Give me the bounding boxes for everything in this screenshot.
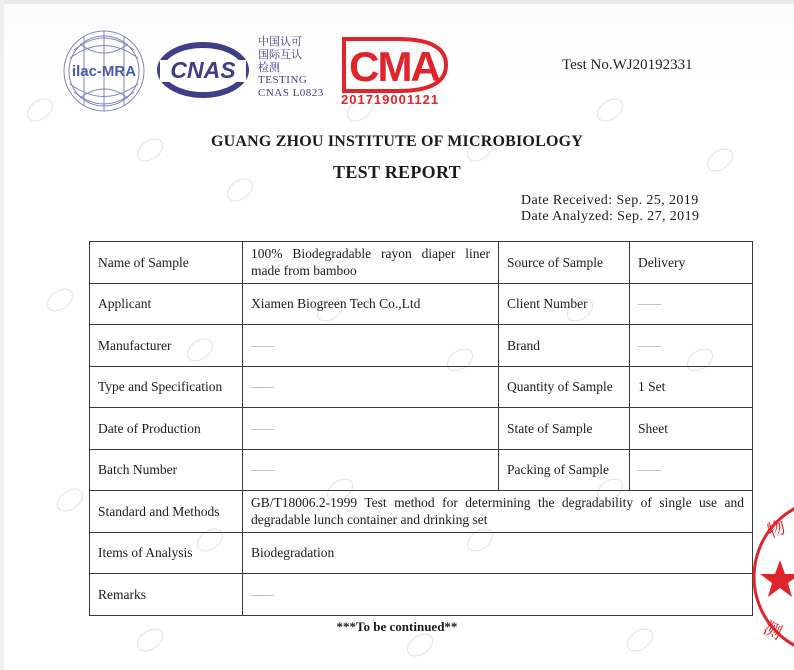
ilac-mra-logo [56,28,152,114]
row-label: Standard and Methods [90,491,243,533]
row-value-secondary: —— [630,325,753,367]
row-label: Items of Analysis [90,532,243,574]
cnas-code: CNAS L0823 [258,87,324,99]
ilac-logo-text: ilac-MRA [71,63,137,80]
table-row [90,449,753,491]
table-row [90,283,753,325]
row-value-secondary: 1 Set [630,366,753,408]
date-analyzed: Date Analyzed: Sep. 27, 2019 [521,209,700,224]
row-value-secondary: —— [630,449,753,491]
date-received: Date Received: Sep. 25, 2019 [521,193,699,208]
table-row [90,574,753,616]
row-value: 100% Biodegradable rayon diaper liner made from bamboo [243,242,499,284]
svg-text:测: 测 [759,617,786,645]
row-value-secondary: Delivery [630,242,753,284]
cnas-logo [156,40,250,100]
row-label: Manufacturer [90,325,243,367]
row-label-secondary: State of Sample [499,408,630,450]
table-row [90,408,753,450]
cma-logo [338,35,450,93]
table-row [90,366,753,408]
page-edge-top [0,0,794,4]
row-label: Applicant [90,283,243,325]
row-label-secondary: Brand [499,325,630,367]
table-row [90,325,753,367]
row-label-secondary: Client Number [499,283,630,325]
svg-text:物: 物 [764,516,789,543]
row-label: Type and Specification [90,366,243,408]
row-label-secondary: Packing of Sample [499,449,630,491]
table-row [90,532,753,574]
row-value-wide: Biodegradation [243,532,753,574]
cma-logo-text: CMA [349,43,439,90]
row-label: Name of Sample [90,242,243,284]
cnas-cn-line-3: 检测 [258,61,280,74]
row-value: —— [243,449,499,491]
cnas-logo-text: CNAS [170,57,236,83]
cnas-cn-line-1: 中国认可 [258,35,302,48]
row-label-secondary: Source of Sample [499,242,630,284]
to-be-continued-note: ***To be continued** [336,619,458,634]
cnas-accreditation-text [258,35,324,100]
cnas-testing-label: TESTING [258,74,308,86]
table-row [90,491,753,533]
test-number: Test No.WJ20192331 [562,57,693,73]
row-label: Remarks [90,574,243,616]
row-value: —— [243,408,499,450]
row-value-wide: —— [243,574,753,616]
row-value: Xiamen Biogreen Tech Co.,Ltd [243,283,499,325]
row-value-secondary: Sheet [630,408,753,450]
report-title: TEST REPORT [333,162,461,182]
dates-block [521,193,699,225]
table-row [90,242,753,284]
cnas-cn-line-2: 国际互认 [258,48,302,61]
cma-number: 201719001121 [341,92,440,107]
row-value: —— [243,366,499,408]
row-label-secondary: Quantity of Sample [499,366,630,408]
row-label: Date of Production [90,408,243,450]
row-value-secondary: —— [630,283,753,325]
row-value-wide: GB/T18006.2-1999 Test method for determining the degradability of single use and degradable lunch container and drinking set [243,491,753,533]
sample-info-table [89,241,753,616]
red-seal-stamp [752,492,794,662]
row-value: —— [243,325,499,367]
institute-title: GUANG ZHOU INSTITUTE OF MICROBIOLOGY [211,133,583,150]
page-edge-left [0,0,4,670]
row-label: Batch Number [90,449,243,491]
